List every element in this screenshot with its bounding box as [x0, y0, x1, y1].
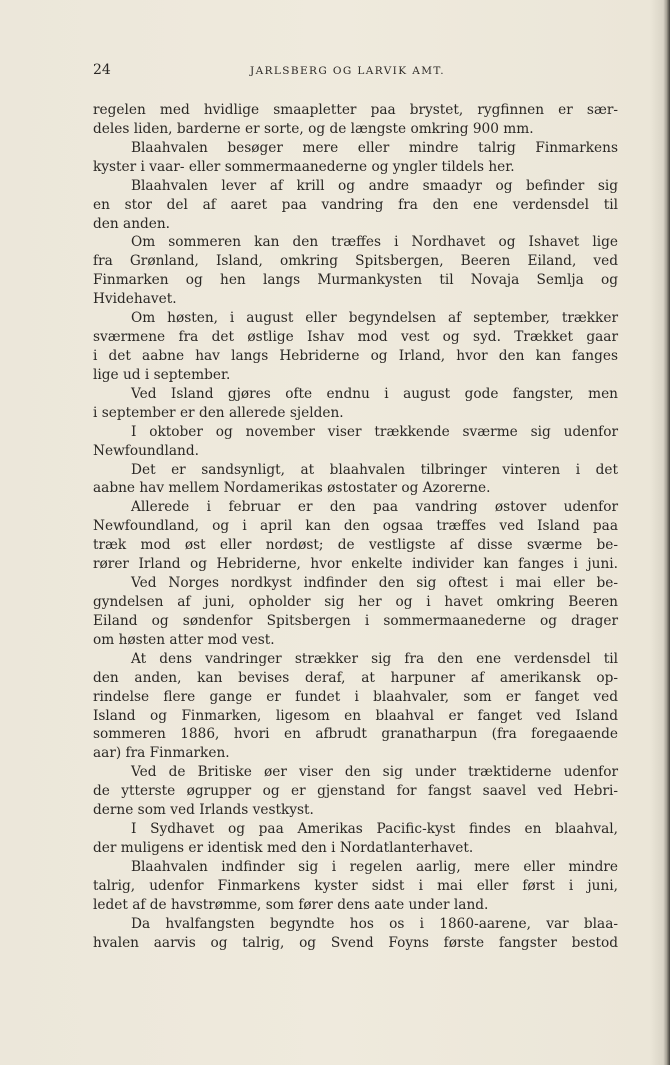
text-line: sværmene fra det østlige Ishav mod vest og syd. Trækket gaar [93, 329, 618, 346]
text-line: Allerede i februar er den paa vandring østover udenfor [131, 499, 618, 516]
text-line: rindelse flere gange er fundet i blaahvaler, som er fanget ved [93, 688, 618, 705]
text-line: lige ud i september. [93, 366, 231, 383]
text-line: aar) fra Finmarken. [93, 745, 230, 762]
text-line: regelen med hvidlige smaapletter paa brystet, rygfinnen er sær- [93, 102, 618, 118]
text-line: Ved Island gjøres ofte endnu i august gode fangster, men [131, 385, 618, 402]
text-line: Det er sandsynligt, at blaahvalen tilbringer vinteren i det [131, 461, 618, 478]
text-line: I oktober og november viser trækkende sværme sig udenfor [131, 423, 618, 440]
text-line: At dens vandringer strækker sig fra den ene verdensdel til [131, 650, 618, 667]
text-line: i september er den allerede sjelden. [93, 404, 344, 421]
text-line: Ved Norges nordkyst indfinder den sig oftest i mai eller be- [131, 575, 618, 592]
text-line: Blaahvalen lever af krill og andre smaadyr og befinder sig [131, 177, 618, 194]
text-line: kyster i vaar- eller sommermaanederne og yngler tildels her. [93, 158, 515, 175]
text-line: en stor del af aaret paa vandring fra den ene verdensdel til [93, 196, 618, 213]
text-line: træk mod øst eller nordøst; de vestligste af disse sværme be- [93, 537, 618, 554]
text-line: gyndelsen af juni, opholder sig her og i havet omkring Beeren [93, 593, 618, 610]
text-line: de ytterste øgrupper og er gjenstand for fangst saavel ved Hebri- [93, 783, 618, 800]
text-line: Island og Finmarken, ligesom en blaahval er fanget ved Island [93, 707, 618, 724]
text-line: rører Irland og Hebriderne, hvor enkelte individer kan fanges i juni. [93, 556, 618, 573]
text-line: Da hvalfangsten begyndte hos os i 1860-aarene, var blaa- [131, 915, 618, 932]
text-line: Ved de Britiske øer viser den sig under træktiderne udenfor [131, 764, 618, 781]
text-line: den anden, kan bevises deraf, at harpuner af amerikansk op- [93, 669, 618, 686]
page-edge [666, 0, 670, 1065]
text-line: fra Grønland, Island, omkring Spitsbergen, Beeren Eiland, ved [93, 253, 618, 270]
text-line: Om sommeren kan den træffes i Nordhavet og Ishavet lige [131, 234, 618, 251]
text-line: sommeren 1886, hvori en afbrudt granatharpun (fra foregaaende [93, 726, 618, 743]
text-line: aabne hav mellem Nordamerikas østostater og Azorerne. [93, 480, 491, 497]
text-line: Om høsten, i august eller begyndelsen af september, trækker [131, 310, 618, 327]
page-number: 24 [93, 62, 111, 78]
text-line: Finmarken og hen langs Murmankysten til Novaja Semlja og [93, 272, 618, 289]
body-text [93, 101, 618, 952]
text-line: den anden. [93, 215, 171, 232]
text-line: I Sydhavet og paa Amerikas Pacific-kyst findes en blaahval, [131, 821, 618, 838]
text-line: derne som ved Irlands vestkyst. [93, 802, 314, 819]
text-line: Hvidehavet. [93, 291, 177, 308]
text-line: talrig, udenfor Finmarkens kyster sidst i mai eller først i juni, [93, 877, 618, 894]
text-line: Newfoundland, og i april kan den ogsaa træffes ved Island paa [93, 518, 618, 535]
page-header [93, 60, 618, 80]
text-line: hvalen aarvis og talrig, og Svend Foyns første fangster bestod [93, 934, 618, 951]
text-line: om høsten atter mod vest. [93, 631, 275, 648]
text-line: Newfoundland. [93, 442, 199, 459]
text-line: Blaahvalen besøger mere eller mindre talrig Finmarkens [131, 139, 618, 156]
text-line: deles liden, barderne er sorte, og de længste omkring 900 mm. [93, 120, 534, 137]
text-line: i det aabne hav langs Hebriderne og Irland, hvor den kan fanges [93, 347, 618, 364]
text-line: der muligens er identisk med den i Nordatlanterhavet. [93, 839, 474, 856]
text-line: ledet af de havstrømme, som fører dens aate under land. [93, 896, 489, 913]
text-line: Blaahvalen indfinder sig i regelen aarlig, mere eller mindre [131, 858, 618, 875]
running-head: JARLSBERG OG LARVIK AMT. [250, 65, 445, 77]
text-line: Eiland og søndenfor Spitsbergen i sommermaanederne og drager [93, 612, 618, 629]
